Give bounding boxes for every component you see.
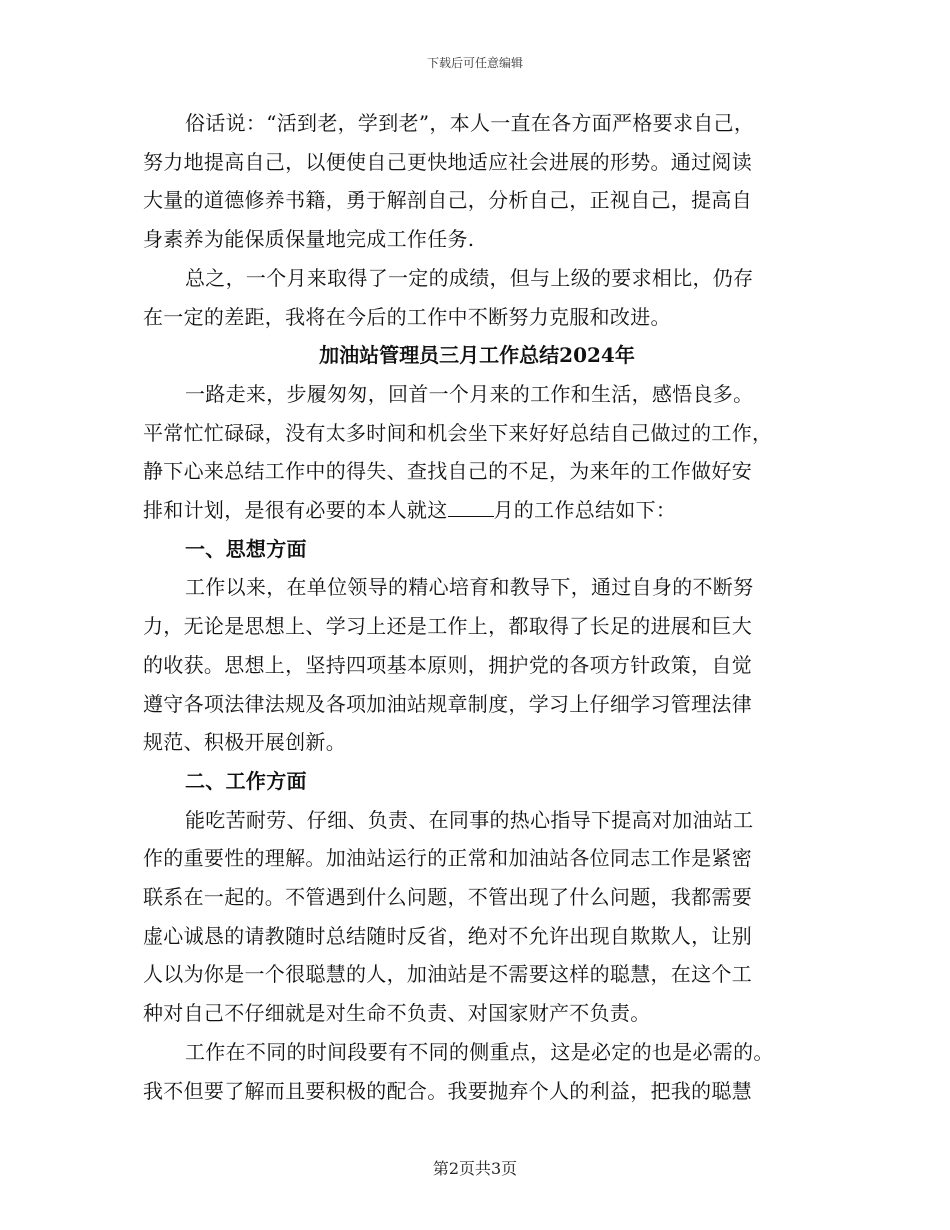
text-line: 努力地提高自己，以便使自己更快地适应社会进展的形势。通过阅读 [143, 149, 752, 174]
document-body [143, 104, 811, 1110]
text-line: 在一定的差距，我将在今后的工作中不断努力克服和改进。 [143, 304, 671, 329]
text-segment: 排和计划，是很有必要的本人就这 [143, 498, 448, 523]
text-line: 作的重要性的理解。加油站运行的正常和加油站各位同志工作是紧密 [143, 846, 752, 871]
page-number: 第2页共3页 [432, 1159, 518, 1178]
text-line-with-blank [143, 491, 811, 530]
text-line: 人以为你是一个很聪慧的人，加油站是不需要这样的聪慧，在这个工 [143, 962, 752, 987]
fill-in-blank [448, 498, 494, 517]
text-line: 工作以来，在单位领导的精心培育和教导下，通过自身的不断努 [185, 575, 754, 600]
text-line: 种对自己不仔细就是对生命不负责、对国家财产不负责。 [143, 1001, 651, 1026]
text-line: 联系在一起的。不管遇到什么问题，不管出现了什么问题，我都需要 [143, 885, 752, 910]
text-line: 规范、积极开展创新。 [143, 730, 346, 755]
text-line: 工作在不同的时间段要有不同的侧重点，这是必定的也是必需的。 [185, 1039, 774, 1064]
text-line: 俗话说：“活到老，学到老”，本人一直在各方面严格要求自己， [185, 111, 755, 135]
page-header-note: 下载后可任意编辑 [426, 56, 523, 70]
text-line: 我不但要了解而且要积极的配合。我要抛弃个人的利益，把我的聪慧 [143, 1078, 752, 1103]
text-line: 的收获。思想上，坚持四项基本原则，拥护党的各项方针政策，自觉 [143, 652, 752, 677]
text-line: 一路走来，步履匆匆，回首一个月来的工作和生活，感悟良多。 [185, 381, 754, 406]
article-title: 加油站管理员三月工作总结2024年 [319, 343, 635, 368]
text-line: 虚心诚恳的请教随时总结随时反省，绝对不允许出现自欺欺人，让别 [143, 923, 752, 948]
text-line: 能吃苦耐劳、仔细、负责、在同事的热心指导下提高对加油站工 [185, 807, 754, 832]
text-line: 平常忙忙碌碌，没有太多时间和机会坐下来好好总结自己做过的工作， [143, 420, 773, 445]
text-segment: 月的工作总结如下： [493, 498, 677, 523]
text-line: 总之，一个月来取得了一定的成绩，但与上级的要求相比，仍存 [185, 265, 754, 290]
text-line: 大量的道德修养书籍，勇于解剖自己，分析自己，正视自己，提高自 [143, 188, 752, 213]
section-heading-thought: 一、思想方面 [185, 536, 307, 561]
text-line: 遵守各项法律法规及各项加油站规章制度，学习上仔细学习管理法律 [143, 691, 752, 716]
text-line: 静下心来总结工作中的得失、查找自己的不足，为来年的工作做好安 [143, 459, 752, 484]
text-line: 身素养为能保质保量地完成工作任务. [143, 227, 475, 252]
section-heading-work: 二、工作方面 [185, 768, 307, 793]
text-line: 力，无论是思想上、学习上还是工作上，都取得了长足的进展和巨大 [143, 614, 752, 639]
